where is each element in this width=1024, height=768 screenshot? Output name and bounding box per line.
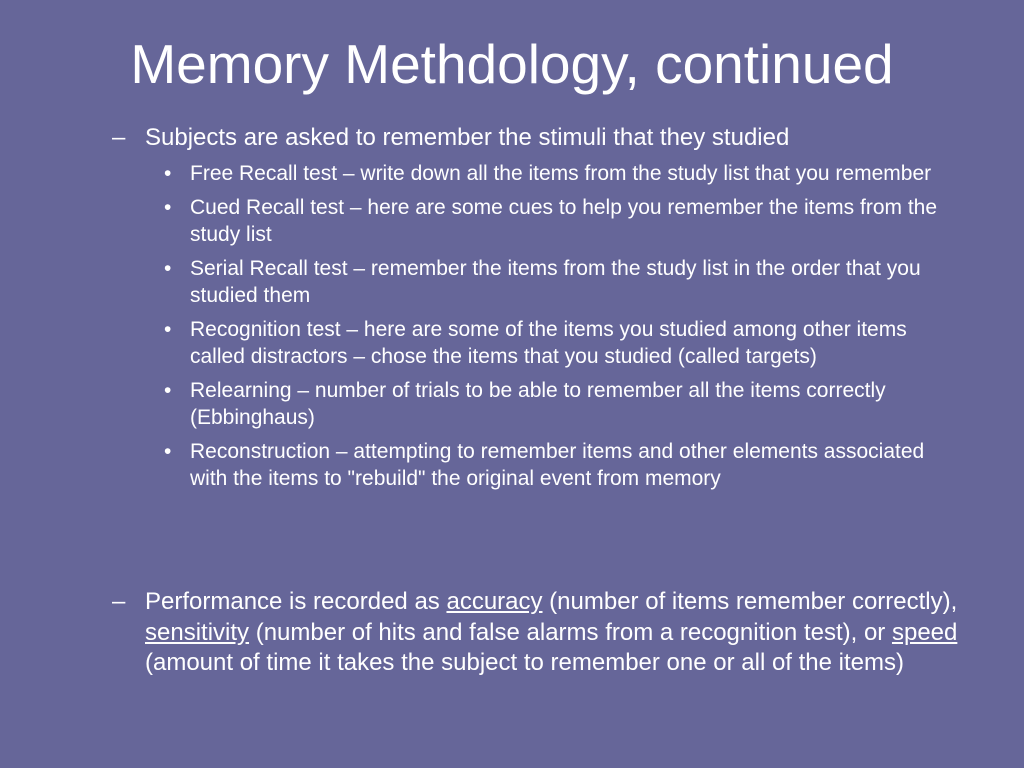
list-item-text: Free Recall test – write down all the items from the study list that you remember <box>190 162 932 185</box>
main-point-text: Subjects are asked to remember the stimuli that they studied <box>145 124 790 151</box>
main-point-stimuli <box>112 123 962 154</box>
bullet-marker: • <box>164 162 172 185</box>
list-item <box>164 377 964 432</box>
term-speed: speed <box>891 618 958 646</box>
list-item-text: Relearning – number of trials to be able to remember all the items correctly (Ebbinghaus) <box>190 378 886 429</box>
list-item-text: Recognition test – here are some of the items you studied among other items called distractors – chose the items that you studied (called targets) <box>190 317 907 368</box>
term-sensitivity: sensitivity <box>145 618 250 646</box>
text-segment: (number of items remember correctly), <box>542 588 958 615</box>
list-item <box>164 316 964 371</box>
recall-test-list <box>164 160 964 499</box>
text-segment: (number of hits and false alarms from a recognition test), or <box>249 618 892 646</box>
list-item <box>164 255 964 310</box>
bullet-marker: • <box>164 256 172 280</box>
list-item-text: Reconstruction – attempting to remember items and other elements associated with the items to "rebuild" the original event from memory <box>190 439 925 490</box>
list-item <box>164 438 964 493</box>
list-item-text: Cued Recall test – here are some cues to help you remember the items from the study list <box>190 195 938 246</box>
slide-title: Memory Methdology, continued <box>130 33 894 95</box>
main-point-performance <box>112 587 962 679</box>
dash-marker: – <box>112 124 126 151</box>
list-item-text: Serial Recall test – remember the items from the study list in the order that you studied them <box>190 256 921 307</box>
bullet-marker: • <box>164 378 172 402</box>
list-item <box>164 194 964 249</box>
text-segment: (amount of time it takes the subject to remember one or all of the items) <box>145 649 904 676</box>
bullet-marker: • <box>164 439 172 463</box>
dash-marker: – <box>112 588 126 615</box>
main-point-text <box>145 587 962 679</box>
term-accuracy: accuracy <box>446 588 543 615</box>
bullet-marker: • <box>164 317 172 341</box>
bullet-marker: • <box>164 195 172 219</box>
text-segment: Performance is recorded as <box>145 588 447 615</box>
list-item <box>164 160 964 188</box>
